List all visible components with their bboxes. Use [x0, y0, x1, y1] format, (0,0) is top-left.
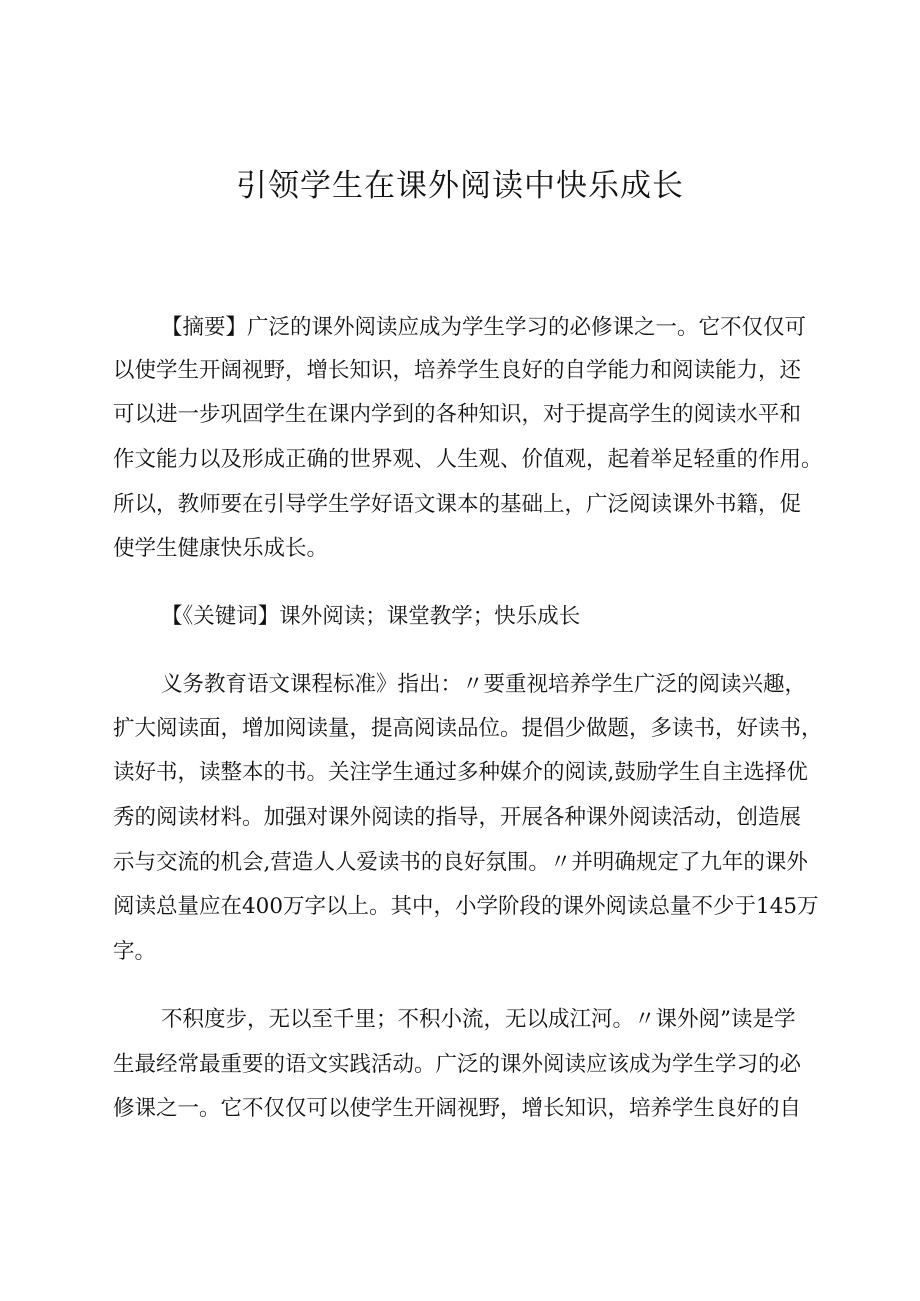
text-line: 作文能力以及形成正确的世界观、人生观、价值观，起着举足轻重的作用。 — [113, 447, 823, 472]
document-title: 引领学生在课外阅读中快乐成长 — [236, 168, 684, 204]
keywords-line: 【《关键词】课外阅读；课堂教学；快乐成长 — [161, 604, 581, 629]
text-line: 义务教育语文课程标准》指出：〃要重视培养学生广泛的阅读兴趣， — [161, 672, 807, 697]
text-line: 生最经常最重要的语文实践活动。广泛的课外阅读应该成为学生学习的必 — [113, 1052, 802, 1077]
text-line: 所以，教师要在引导学生学好语文课本的基础上，广泛阅读课外书籍，促 — [113, 492, 802, 517]
text-line: 不积度步，无以至千里；不积小流，无以成江河。〃课外阅”读是学 — [161, 1007, 796, 1032]
text-line: 秀的阅读材料。加强对课外阅读的指导，开展各种课外阅读活动，创造展 — [113, 805, 802, 830]
text-line: 字。 — [113, 939, 157, 964]
text-line: 修课之一。它不仅仅可以使学生开阔视野，增长知识，培养学生良好的自 — [113, 1096, 802, 1121]
text-line: 读好书，读整本的书。关注学生通过多种媒介的阅读,鼓励学生自主选择优 — [113, 760, 808, 785]
text-line: 使学生健康快乐成长。 — [113, 536, 329, 561]
text-line: 示与交流的机会,营造人人爱读书的良好氛围。〃并明确规定了九年的课外 — [113, 850, 808, 875]
text-line: 阅读总量应在400万字以上。其中，小学阶段的课外阅读总量不少于145万 — [113, 894, 819, 919]
text-line: 扩大阅读面，增加阅读量，提高阅读品位。提倡少做题，多读书，好读书， — [113, 716, 823, 741]
text-line: 可以进一步巩固学生在课内学到的各种知识，对于提高学生的阅读水平和 — [113, 402, 802, 427]
text-line: 以使学生开阔视野，增长知识，培养学生良好的自学能力和阅读能力，还 — [113, 358, 802, 383]
text-line: 【摘要】广泛的课外阅读应成为学生学习的必修课之一。它不仅仅可 — [161, 315, 807, 340]
